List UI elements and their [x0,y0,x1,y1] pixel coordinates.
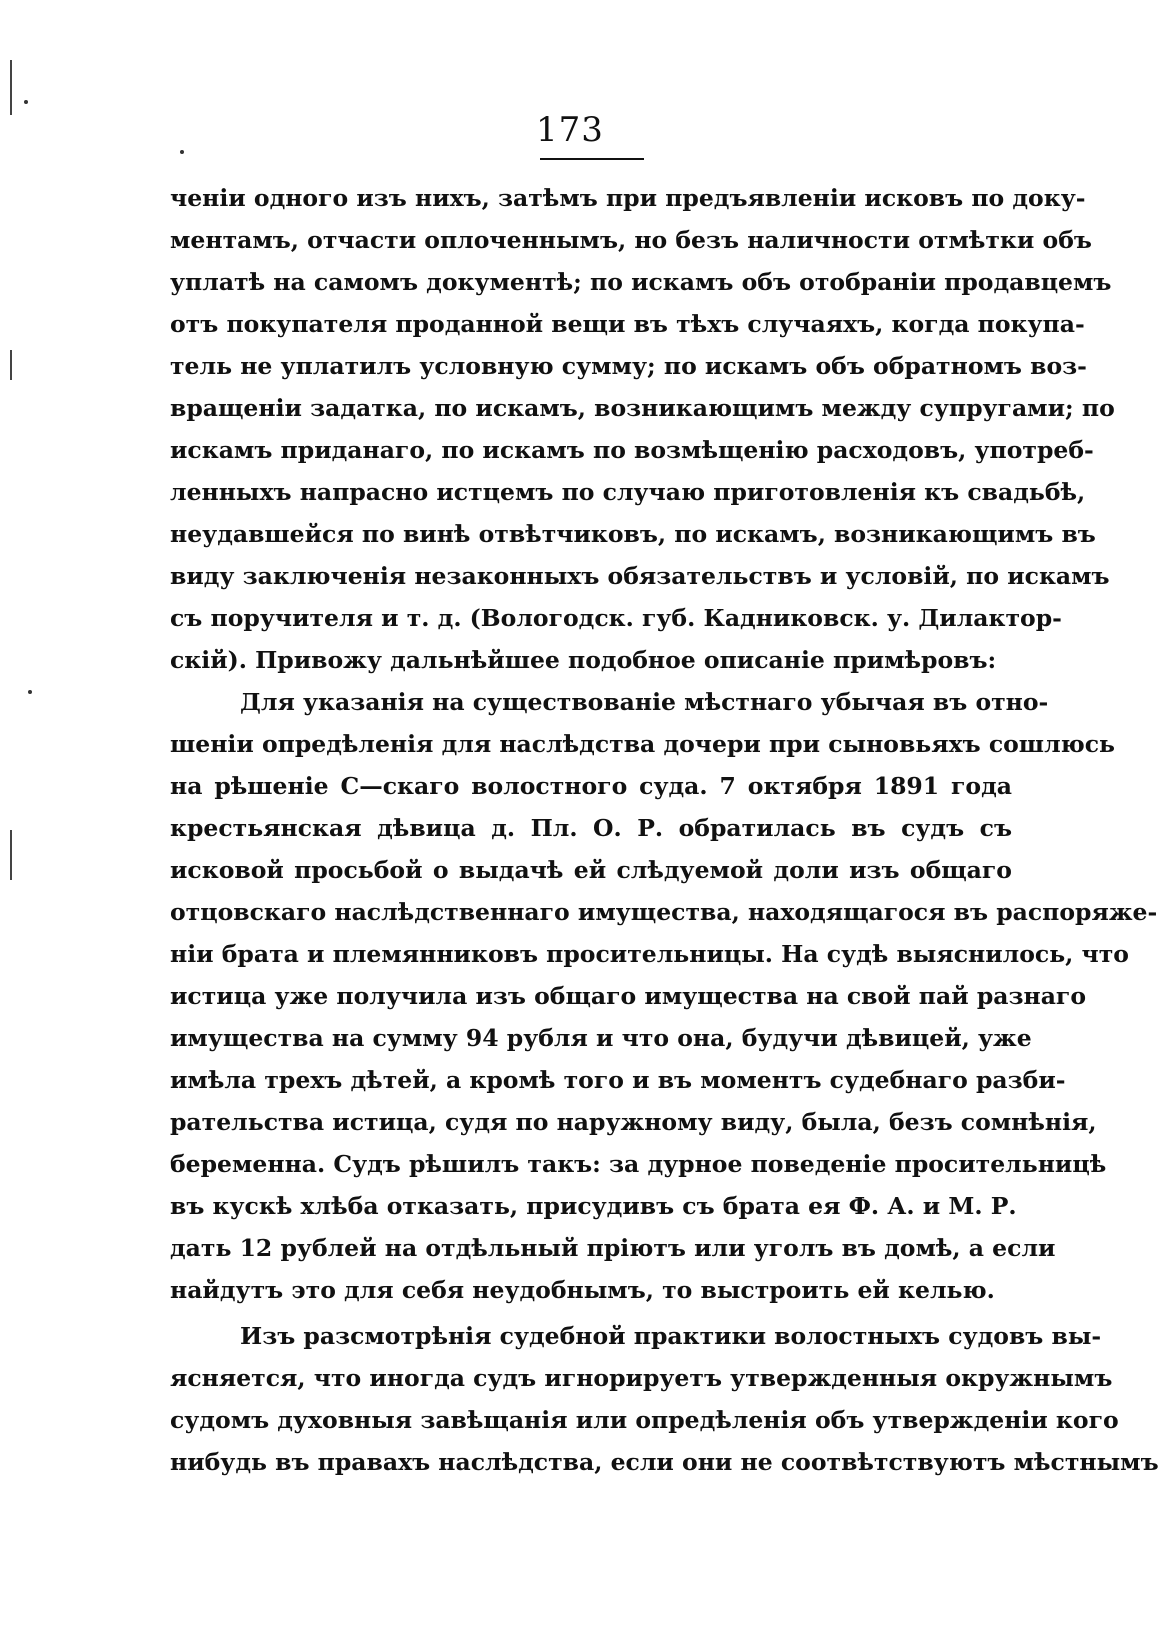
text-line: крестьянская дѣвица д. Пл. О. Р. обратилась въ судъ съ [170,814,1012,842]
text-line: шеніи опредѣленія для наслѣдства дочери при сыновьяхъ сошлюсь [170,730,1115,758]
text-line: имущества на сумму 94 рубля и что она, будучи дѣвицей, уже [170,1024,1032,1052]
text-line: найдутъ это для себя неудобнымъ, то выстроить ей келью. [170,1276,995,1304]
scan-speck [24,100,28,104]
text-line: вращеніи задатка, по искамъ, возникающимъ между супругами; по [170,394,1115,422]
scan-edge-mark [10,830,12,880]
page-number-rule [540,158,644,160]
text-line: дать 12 рублей на отдѣльный пріютъ или уголъ въ домѣ, а если [170,1234,1056,1262]
page-number: 173 [536,110,604,150]
text-line: имѣла трехъ дѣтей, а кромѣ того и въ моментъ судебнаго разби- [170,1066,1066,1094]
text-line: Для указанія на существованіе мѣстнаго убычая въ отно- [240,688,1049,716]
scan-edge-mark [10,350,12,380]
text-line: нибудь въ правахъ наслѣдства, если они не соотвѣтствуютъ мѣстнымъ [170,1448,1159,1476]
text-line: въ кускѣ хлѣба отказать, присудивъ съ брата ея Ф. А. и М. Р. [170,1192,1017,1220]
text-line: ментамъ, отчасти оплоченнымъ, но безъ наличности отмѣтки объ [170,226,1092,254]
text-line: судомъ духовныя завѣщанія или опредѣленія объ утвержденіи кого [170,1406,1119,1434]
text-line: рательства истица, судя по наружному виду, была, безъ сомнѣнія, [170,1108,1097,1136]
text-line: отъ покупателя проданной вещи въ тѣхъ случаяхъ, когда покупа- [170,310,1085,338]
text-line: истица уже получила изъ общаго имущества на свой пай разнаго [170,982,1086,1010]
text-line: ніи брата и племянниковъ просительницы. На судѣ выяснилось, что [170,940,1129,968]
text-line: ченіи одного изъ нихъ, затѣмъ при предъявленіи исковъ по доку- [170,184,1086,212]
text-line: Изъ разсмотрѣнія судебной практики волостныхъ судовъ вы- [240,1322,1102,1350]
text-line: съ поручителя и т. д. (Вологодск. губ. Кадниковск. у. Дилактор- [170,604,1062,632]
scan-speck [28,690,32,694]
text-line: беременна. Судъ рѣшилъ такъ: за дурное поведеніе просительницѣ [170,1150,1107,1178]
text-line: ясняется, что иногда судъ игнорируетъ утвержденныя окружнымъ [170,1364,1113,1392]
text-line: исковой просьбой о выдачѣ ей слѣдуемой доли изъ общаго [170,856,1012,884]
text-line: искамъ приданаго, по искамъ по возмѣщенію расходовъ, употреб- [170,436,1094,464]
text-line: отцовскаго наслѣдственнаго имущества, находящагося въ распоряже- [170,898,1158,926]
text-line: скій). Привожу дальнѣйшее подобное описаніе примѣровъ: [170,646,997,674]
text-line: уплатѣ на самомъ документѣ; по искамъ объ отобраніи продавцемъ [170,268,1112,296]
text-line: виду заключенія незаконныхъ обязательствъ и условій, по искамъ [170,562,1110,590]
scan-speck [180,150,184,154]
text-line: на рѣшеніе С—скаго волостного суда. 7 октября 1891 года [170,772,1012,800]
text-line: ленныхъ напрасно истцемъ по случаю приготовленія къ свадьбѣ, [170,478,1086,506]
scan-edge-mark [10,60,12,115]
text-line: неудавшейся по винѣ отвѣтчиковъ, по искамъ, возникающимъ въ [170,520,1096,548]
text-line: тель не уплатилъ условную сумму; по искамъ объ обратномъ воз- [170,352,1087,380]
